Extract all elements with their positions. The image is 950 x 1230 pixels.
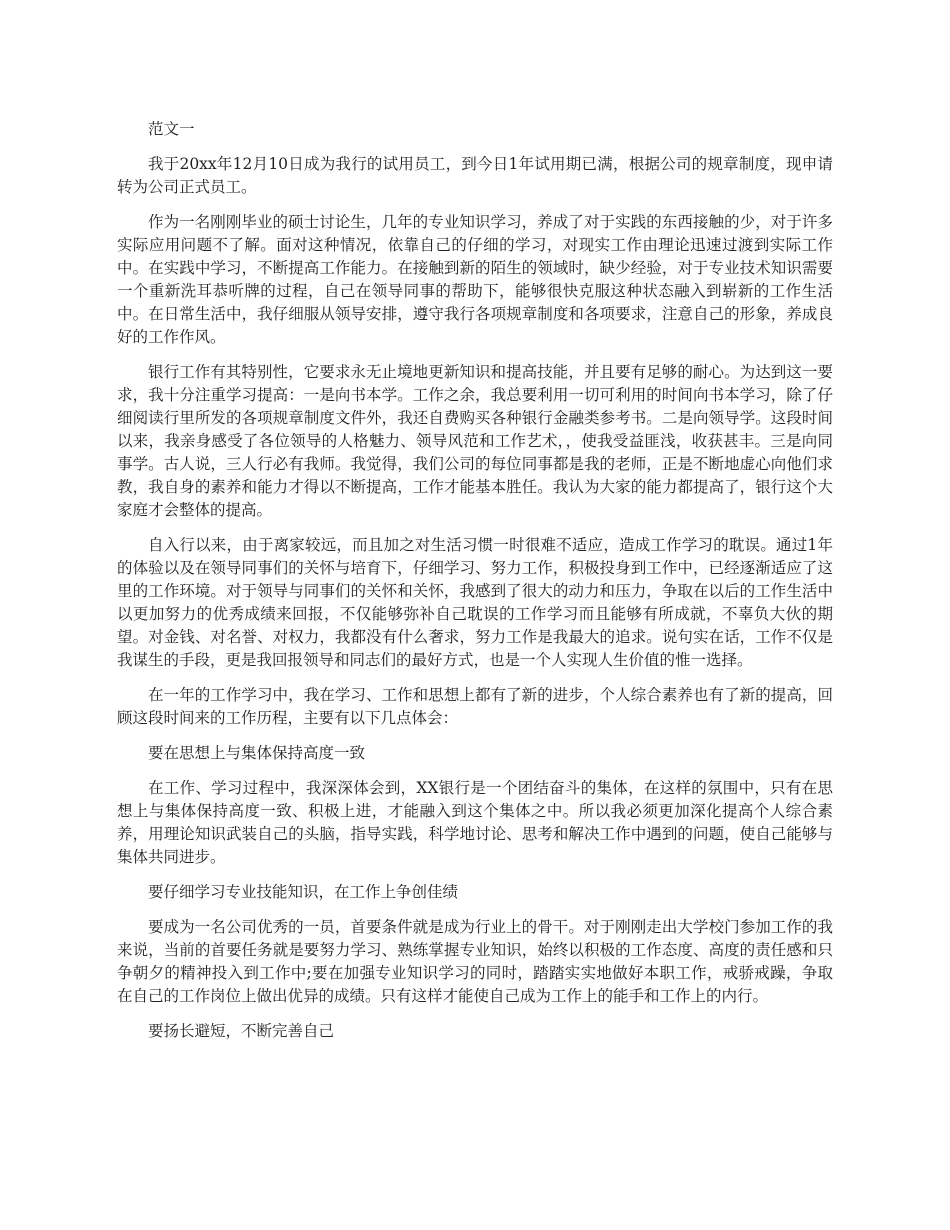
document-page: [117, 118, 833, 1055]
section-title: 范文一: [148, 120, 195, 138]
subheading: 要在思想上与集体保持高度一致: [148, 744, 366, 762]
subheading: 要仔细学习专业技能知识，在工作上争创佳绩: [148, 883, 459, 901]
paragraph: 银行工作有其特别性，它要求永无止境地更新知识和提高技能，并且要有足够的耐心。为达到这一要求，我十分注重学习提高：一是向书本学。工作之余，我总要利用一切可利用的时间向书本学习，除了仔细阅读行里所发的各项规章制度文件外，我还自费购买各种银行金融类参考书。二是向领导学。这段时间以来，我亲身感受了各位领导的人格魅力、领导风范和工作艺术，，使我受益匪浅，收获甚丰。三是向同事学。古人说，三人行必有我师。我觉得，我们公司的每位同事都是我的老师，正是不断地虚心向他们求教，我自身的素养和能力才得以不断提高，工作才能基本胜任。我认为大家的能力都提高了，银行这个大家庭才会整体的提高。: [117, 363, 833, 519]
paragraph: 在工作、学习过程中，我深深体会到，XX银行是一个团结奋斗的集体，在这样的氛围中，只有在思想上与集体保持高度一致、积极上进，才能融入到这个集体之中。所以我必须更加深化提高个人综合素养，用理论知识武装自己的头脑，指导实践，科学地讨论、思考和解决工作中遇到的问题，使自己能够与集体共同进步。: [117, 779, 833, 866]
subheading: 要扬长避短，不断完善自己: [148, 1022, 335, 1040]
paragraph: 要成为一名公司优秀的一员，首要条件就是成为行业上的骨干。对于刚刚走出大学校门参加工作的我来说，当前的首要任务就是要努力学习、熟练掌握专业知识，始终以积极的工作态度、高度的责任感和只争朝夕的精神投入到工作中;要在加强专业知识学习的同时，踏踏实实地做好本职工作，戒骄戒躁，争取在自己的工作岗位上做出优异的成绩。只有这样才能使自己成为工作上的能手和工作上的内行。: [117, 918, 833, 1005]
paragraph: 我于20xx年12月10日成为我行的试用员工，到今日1年试用期已满，根据公司的规章制度，现申请转为公司正式员工。: [117, 155, 833, 196]
paragraph: 作为一名刚刚毕业的硕士讨论生，几年的专业知识学习，养成了对于实践的东西接触的少，对于许多实际应用问题不了解。面对这种情况，依靠自己的仔细的学习，对现实工作由理论迅速过渡到实际工作中。在实践中学习，不断提高工作能力。在接触到新的陌生的领域时，缺少经验，对于专业技术知识需要一个重新洗耳恭听牌的过程，自己在领导同事的帮助下，能够很快克服这种状态融入到崭新的工作生活中。在日常生活中，我仔细服从领导安排，遵守我行各项规章制度和各项要求，注意自己的形象，养成良好的工作作风。: [117, 213, 833, 346]
paragraph: 在一年的工作学习中，我在学习、工作和思想上都有了新的进步，个人综合素养也有了新的提高，回顾这段时间来的工作历程，主要有以下几点体会：: [117, 686, 833, 727]
paragraph: 自入行以来，由于离家较远，而且加之对生活习惯一时很难不适应，造成工作学习的耽误。通过1年的体验以及在领导同事们的关怀与培育下，仔细学习、努力工作，积极投身到工作中，已经逐渐适应了这里的工作环境。对于领导与同事们的关怀和关怀，我感到了很大的动力和压力，争取在以后的工作生活中以更加努力的优秀成绩来回报，不仅能够弥补自己耽误的工作学习而且能够有所成就，不辜负大伙的期望。对金钱、对名誉、对权力，我都没有什么奢求，努力工作是我最大的追求。说句实在话，工作不仅是我谋生的手段，更是我回报领导和同志们的最好方式，也是一个人实现人生价值的惟一选择。: [117, 536, 833, 669]
